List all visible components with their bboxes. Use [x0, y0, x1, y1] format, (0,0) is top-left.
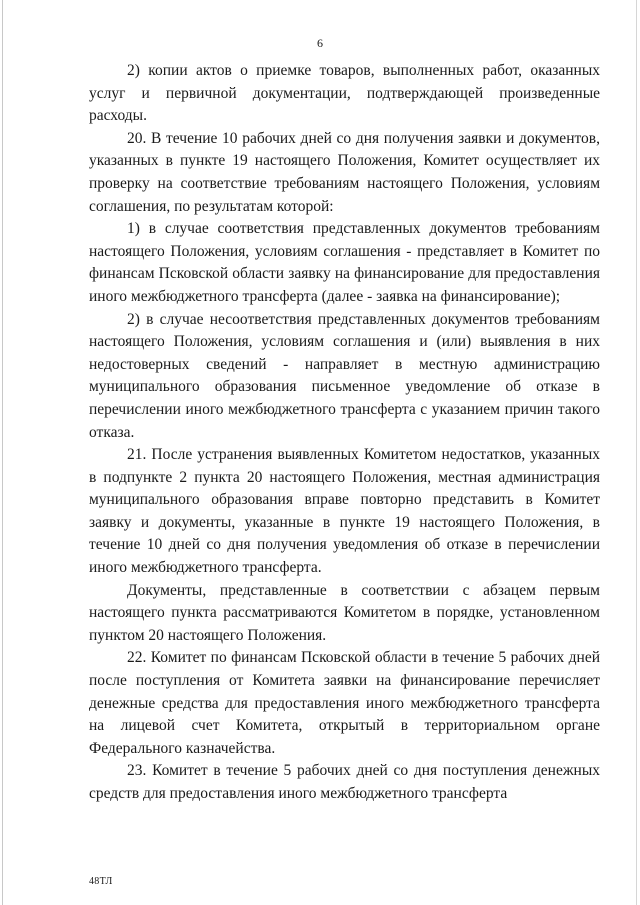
paragraph-item-2-copies-of-acts: 2) копии актов о приемке товаров, выполненных работ, оказанных услуг и первичной документации, подтверждающей произведенные расходы. [89, 62, 600, 125]
paragraph-clause-21-documents: Документы, представленные в соответствии с абзацем первым настоящего пункта рассматриваются Комитетом в порядке, установленном пунктом 20 настоящего Положения. [89, 581, 600, 644]
paragraph-clause-22: 22. Комитет по финансам Псковской области в течение 5 рабочих дней после поступления от Комитета заявки на финансирование перечисляет денежные средства для предоставления иного межбюджетного трансферта на лицевой счет Комитета, открытый в территориальном органе Федерального казначейства. [89, 649, 600, 757]
scan-left-edge [2, 0, 3, 905]
paragraph-clause-20-item-1: 1) в случае соответствия представленных документов требованиям настоящего Положения, условиям соглашения - представляет в Комитет по финансам Псковской области заявку на финансирование для предоставления иного межбюджетного трансферта (далее - заявка на финансирование); [89, 220, 600, 305]
document-body [89, 60, 600, 806]
scan-right-edge [636, 0, 637, 905]
paragraph-clause-23: 23. Комитет в течение 5 рабочих дней со дня поступления денежных средств для предоставления иного межбюджетного трансферта [89, 762, 600, 802]
paragraph-clause-20: 20. В течение 10 рабочих дней со дня получения заявки и документов, указанных в пункте 19 настоящего Положения, Комитет осуществляет их проверку на соответствие требованиям настоящего Положения, условиям соглашения, по результатам которой: [89, 129, 600, 215]
paragraph-clause-20-item-2: 2) в случае несоответствия представленных документов требованиям настоящего Положения, условиям соглашения и (или) выявления в них недостоверных сведений - направляет в местную администрацию муниципального образования письменное уведомление об отказе в перечислении иного межбюджетного трансферта с указанием причин такого отказа. [89, 310, 600, 441]
footer-code: 48ТЛ [89, 876, 113, 887]
paragraph-clause-21: 21. После устранения выявленных Комитетом недостатков, указанных в подпункте 2 пункта 20 настоящего Положения, местная администрация муниципального образования вправе повторно представить в Комитет заявку и документы, указанные в пункте 19 настоящего Положения, в течение 10 дней со дня получения уведомления об отказе в перечислении иного межбюджетного трансферта. [89, 446, 600, 577]
page-number: 6 [317, 36, 323, 50]
